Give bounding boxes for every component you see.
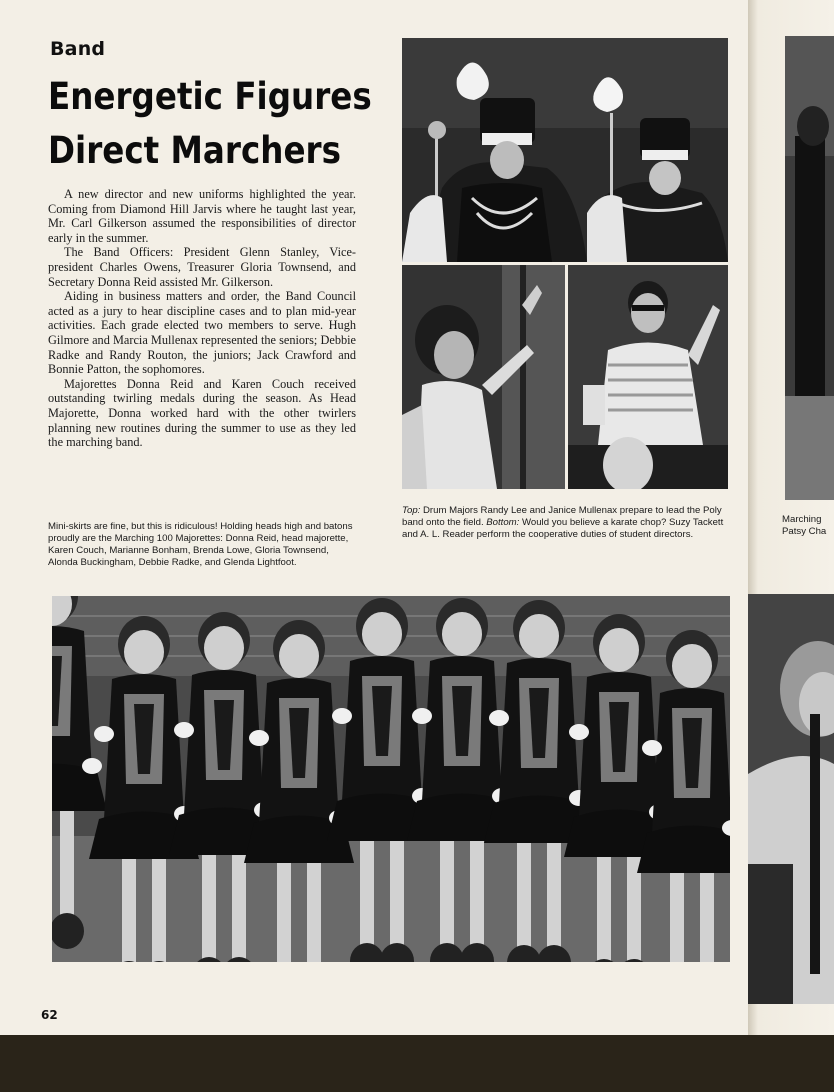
paragraph-4: Majorettes Donna Reid and Karen Couch received outstanding twirling medals during the season. As Head Majorette, Donna worked hard with the other twirlers planning new routines during the summer to use as they led the marching band. xyxy=(48,376,356,450)
book-bottom-edge xyxy=(0,1035,834,1092)
facing-page-clarinet-photo xyxy=(748,594,834,1004)
paragraph-1: A new director and new uniforms highlighted the year. Coming from Diamond Hill Jarvis where he taught last year, Mr. Carl Gilkerson assumed the responsibilities of director early in the summer. xyxy=(48,187,356,245)
drum-majors-caption xyxy=(402,505,730,541)
drum-majors-photo xyxy=(402,38,728,262)
caption-bottom-text: Would you believe a karate chop? Suzy Tackett and A. L. Reader perform the cooperative duties of student directors. xyxy=(402,517,724,540)
facing-page-caption: Marching Patsy Cha xyxy=(782,514,827,537)
title-line-1: Energetic Figures xyxy=(48,75,372,118)
paragraph-3: Aiding in business matters and order, the Band Council acted as a jury to hear discipline cases and to plan mid-year activities. Each grade elected two members to serve. Hugh Gilmore and Marcia Mullenax represented the seniors; Debbie Radke and Randy Routon, the juniors; Jack Crawford and Bonnie Patton, the sophomores. xyxy=(48,289,356,377)
caption-bottom-label: Bottom: xyxy=(486,517,520,528)
section-label: Band xyxy=(50,38,106,60)
student-director-photo-left xyxy=(402,265,565,489)
article-body xyxy=(48,187,356,450)
page-title xyxy=(48,70,372,178)
page-number: 62 xyxy=(41,1008,58,1022)
majorettes-caption: Mini-skirts are fine, but this is ridiculous! Holding heads high and batons proudly are the Marching 100 Majorettes: Donna Reid, head majorette, Karen Couch, Marianne Bonham, Brenda Lowe, Gloria Townsend, Alonda Buckingham, Debbie Radke, and Glenda Lightfoot. xyxy=(48,521,353,568)
facing-page-marching-photo xyxy=(785,36,834,500)
paragraph-2: The Band Officers: President Glenn Stanley, Vice-president Charles Owens, Treasurer Gloria Townsend, and Secretary Donna Reid assisted Mr. Gilkerson. xyxy=(48,245,356,289)
student-director-photo-right xyxy=(568,265,728,489)
caption-top-text: Drum Majors Randy Lee and Janice Mullenax prepare to lead the Poly band onto the field. xyxy=(402,505,722,528)
majorettes-group-photo xyxy=(52,596,730,962)
title-line-2: Direct Marchers xyxy=(48,129,341,172)
caption-top-label: Top: xyxy=(402,505,421,516)
